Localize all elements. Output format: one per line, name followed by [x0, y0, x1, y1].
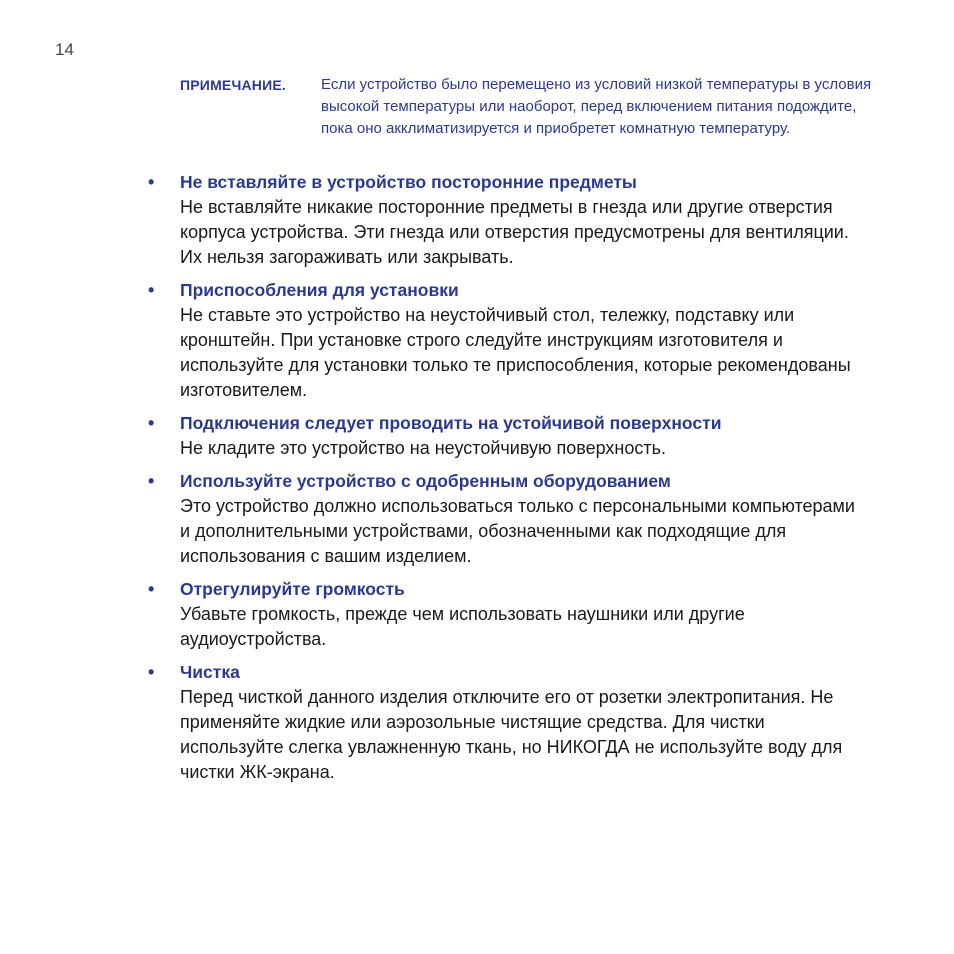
bullet-icon: • [148, 172, 155, 192]
list-item [148, 577, 868, 652]
item-title: Чистка [180, 662, 240, 682]
list-item [148, 411, 868, 461]
item-text: Не ставьте это устройство на неустойчивый стол, тележку, подставку или кронштейн. При установке строго следуйте инструкциям изготовителя и используйте для установки только те приспособления, которые рекомендованы изготовителем. [180, 305, 851, 400]
bullet-icon: • [148, 662, 155, 682]
bullet-icon: • [148, 579, 155, 599]
safety-list [148, 170, 868, 793]
item-text: Перед чисткой данного изделия отключите его от розетки электропитания. Не применяйте жидкие или аэрозольные чистящие средства. Для чистки используйте слегка увлажненную ткань, но НИКОГДА не используйте воду для чистки ЖК-экрана. [180, 687, 843, 782]
item-title: Отрегулируйте громкость [180, 579, 405, 599]
list-item [148, 278, 868, 403]
item-text: Убавьте громкость, прежде чем использовать наушники или другие аудиоустройства. [180, 604, 745, 649]
note-label: ПРИМЕЧАНИЕ. [180, 77, 287, 93]
note-text: Если устройство было перемещено из условий низкой температуры в условия высокой температуры или наоборот, перед включением питания подождите, пока оно акклиматизируется и приобретет комнатную температуру. [321, 76, 872, 137]
list-item [148, 469, 868, 569]
item-text: Это устройство должно использоваться только с персональными компьютерами и дополнительными устройствами, обозначенными как подходящие для использования с вашим изделием. [180, 496, 855, 566]
note-block [180, 74, 880, 140]
bullet-icon: • [148, 471, 155, 491]
item-text: Не вставляйте никакие посторонние предметы в гнезда или другие отверстия корпуса устройства. Эти гнезда или отверстия предусмотрены для вентиляции. Их нельзя загораживать или закрывать. [180, 197, 849, 267]
item-title: Не вставляйте в устройство посторонние предметы [180, 172, 637, 192]
bullet-icon: • [148, 413, 155, 433]
list-item [148, 170, 868, 270]
item-title: Приспособления для установки [180, 280, 459, 300]
item-title: Подключения следует проводить на устойчивой поверхности [180, 413, 722, 433]
list-item [148, 660, 868, 785]
item-title: Используйте устройство с одобренным оборудованием [180, 471, 671, 491]
page-number: 14 [55, 40, 74, 59]
item-text: Не кладите это устройство на неустойчивую поверхность. [180, 438, 667, 458]
bullet-icon: • [148, 280, 155, 300]
